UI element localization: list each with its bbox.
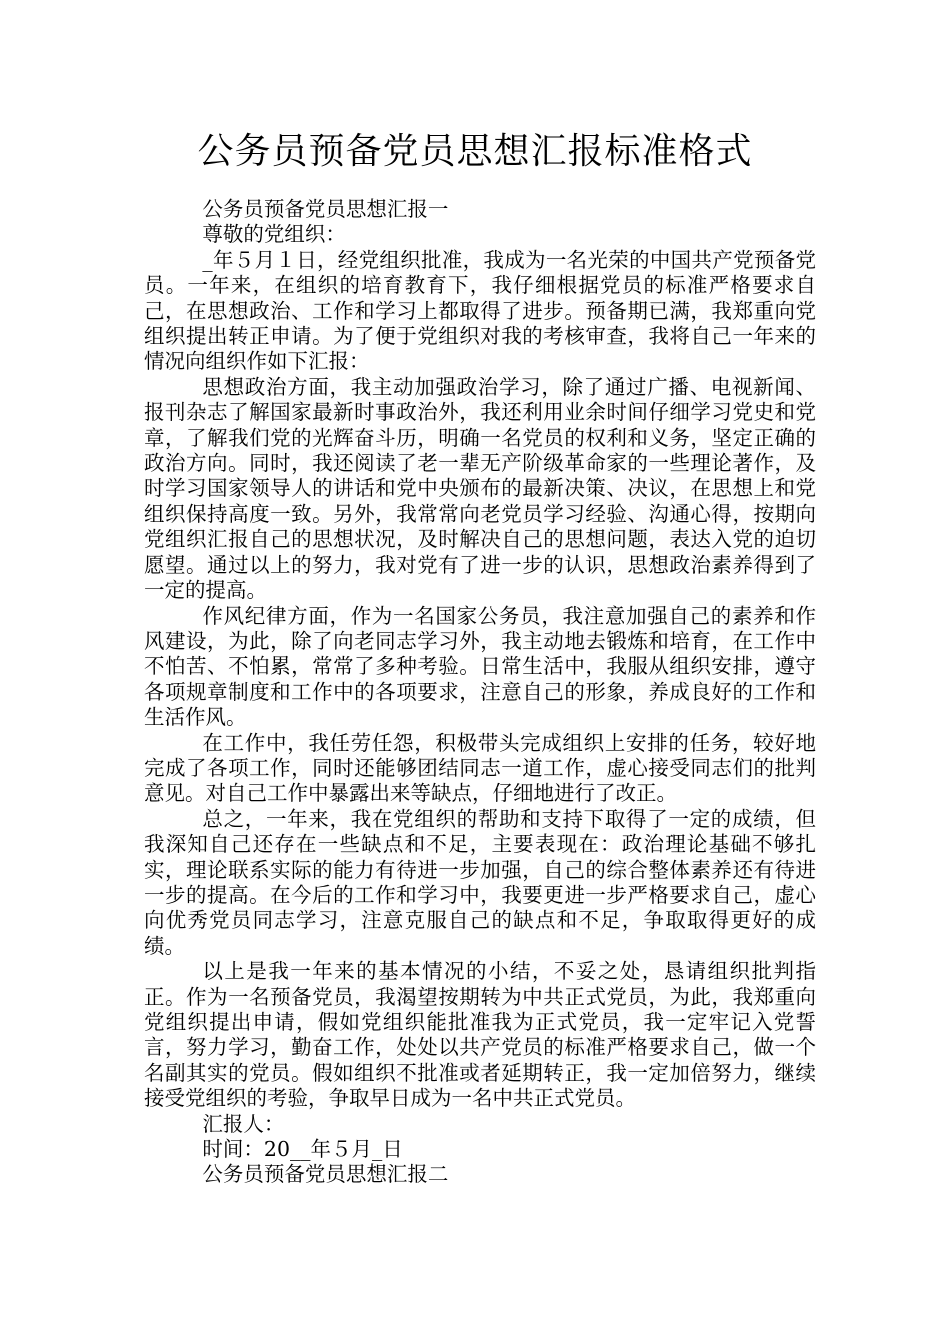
section-heading-1: 公务员预备党员思想汇报一 <box>202 197 449 221</box>
document-title: 公务员预备党员思想汇报标准格式 <box>197 131 753 172</box>
paragraph-5: 总之，一年来，我在党组织的帮助和支持下取得了一定的成绩，但我深知自己还存在一些缺点和不足，主要表现在：政治理论基础不够扎实，理论联系实际的能力有待进一步加强，自己的综合整体素养还有待进一步的提高。在今后的工作和学习中，我要更进一步严格要求自己，虚心向优秀党员同志学习，注意克服自己的缺点和不足，争取取得更好的成绩。 <box>144 806 816 958</box>
reporter-label: 汇报人： <box>202 1111 285 1136</box>
paragraph-2: 思想政治方面，我主动加强政治学习，除了通过广播、电视新闻、报刊杂志了解国家最新时事政治外，我还利用业余时间仔细学习党史和党章，了解我们党的光辉奋斗历，明确一名党员的权利和义务，坚定正确的政治方向。同时，我还阅读了老一辈无产阶级革命家的一些理论著作，及时学习国家领导人的讲话和党中央颁布的最新决策、决议，在思想上和党组织保持高度一致。另外，我常常向老党员学习经验、沟通心得，按期向党组织汇报自己的思想状况，及时解决自己的思想问题，表达入党的迫切愿望。通过以上的努力，我对党有了进一步的认识，思想政治素养得到了一定的提高。 <box>144 374 816 603</box>
document-body <box>144 197 816 1188</box>
paragraph-3: 作风纪律方面，作为一名国家公务员，我注意加强自己的素养和作风建设，为此，除了向老同志学习外，我主动地去锻炼和培育，在工作中不怕苦、不怕累，常常了多种考验。日常生活中，我服从组织安排，遵守各项规章制度和工作中的各项要求，注意自己的形象，养成良好的工作和生活作风。 <box>144 603 816 730</box>
salutation: 尊敬的党组织： <box>202 222 346 247</box>
section-heading-2: 公务员预备党员思想汇报二 <box>202 1162 449 1187</box>
paragraph-4: 在工作中，我任劳任怨，积极带头完成组织上安排的任务，较好地完成了各项工作，同时还能够团结同志一道工作，虚心接受同志们的批判意见。对自己工作中暴露出来等缺点，仔细地进行了改正。 <box>144 730 816 806</box>
paragraph-6: 以上是我一年来的基本情况的小结，不妥之处，恳请组织批判指正。作为一名预备党员，我渴望按期转为中共正式党员，为此，我郑重向党组织提出申请，假如党组织能批准我为正式党员，我一定牢记入党誓言，努力学习，勤奋工作，处处以共产党员的标准严格要求自己，做一个名副其实的党员。假如组织不批准或者延期转正，我一定加倍努力，继续接受党组织的考验，争取早日成为一名中共正式党员。 <box>144 959 816 1111</box>
paragraph-1: _年５月１日，经党组织批准，我成为一名光荣的中国共产党预备党员。一年来，在组织的培育教育下，我仔细根据党员的标准严格要求自己，在思想政治、工作和学习上都取得了进步。预备期已满，我郑重向党组织提出转正申请。为了便于党组织对我的考核审查，我将自己一年来的情况向组织作如下汇报： <box>144 247 816 374</box>
date-line: 时间：20__年５月_日 <box>202 1137 403 1162</box>
